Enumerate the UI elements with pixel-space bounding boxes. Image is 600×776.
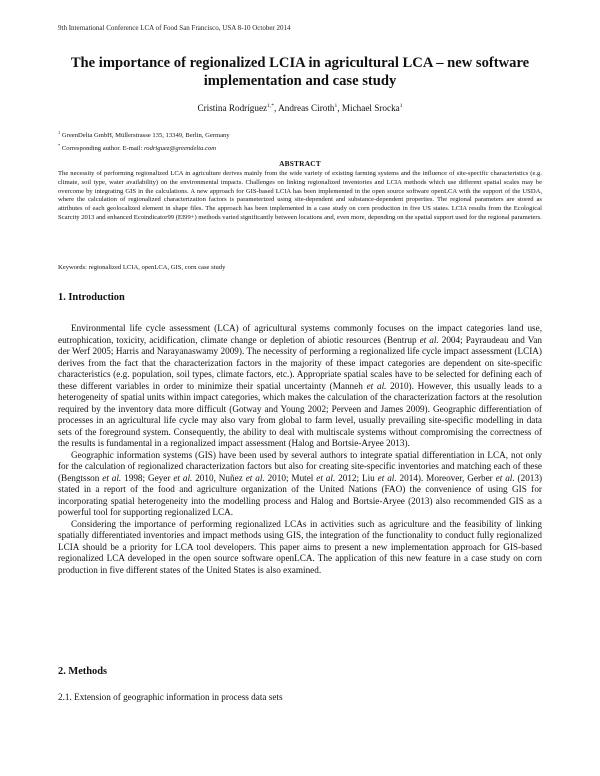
corresponding-author-line: * Corresponding author. E-mail: rodriguez@greendelta.com	[58, 143, 217, 153]
paragraph: Geographic information systems (GIS) have been used by several authors to integrate spatial differentiation in LCA, not only for the calculation of regionalized characterization factors but also for creating site-specific inventories and matching each of these (Bengtsson et al. 1998; Geyer et al. 2010, Nuñez et al. 2010; Mutel et al. 2012; Liu et al. 2014). Moreover, Gerber et al. (2013) stated in a report of the food and agriculture organization of the United Nations (FAO) the convenience of using GIS for incorporating spatial heterogeneity into the modelling process and Halog and Bortsie-Aryee (2013) also recommended GIS as a powerful tool for supporting regionalized LCA.	[58, 449, 543, 517]
subsection-heading: 2.1. Extension of geographic information in process data sets	[58, 692, 283, 702]
abstract-heading: ABSTRACT	[279, 159, 321, 168]
corresponding-email: rodriguez@greendelta.com	[143, 145, 217, 153]
conference-header: 9th International Conference LCA of Food San Francisco, USA 8-10 October 2014	[58, 24, 291, 32]
abstract-text: The necessity of performing regionalized LCA in agriculture derives mainly from the wide variety of existing farming systems and the influence of site-specific characteristics (e.g. climate, soil type, water availability) on the environmental impacts. Challenges on linking regionalized inventories and LCIA methods which use different spatial scales may be overcome by integrating GIS in the calculations. A new approach for GIS-based LCIA has been implemented in the open source software openLCA with the support of the USDA, where the calculation of regionalized characterization factors is parameterized using site-dependent and substance-dependent properties. The regional parameters are stored as attributes of each geolocalized element in shape files. The approach has been implemented in a case study on corn production in five US states. LCIA results from the Ecological Scarcity 2013 and enhanced Ecoindicator99 (EI99+) methods varied significantly between locations and, even more, depending on the spatial support used for the regional parameters.	[58, 170, 542, 221]
author-list: Cristina Rodríguez$^{1,*}$, Andreas Ciroth$^1$, Michael Srocka$^1$	[197, 103, 403, 114]
paragraph: Considering the importance of performing regionalized LCAs in activities such as agriculture and the feasibility of linking spatially differentiated inventories and impact methods using GIS, the integration of the functionality to conduct fully regionalized LCIA should be a priority for LCA tool developers. This paper aims to present a new implementation approach for GIS-based regionalized LCA developed in the open source software openLCA. The application of this new feature in a case study on corn production in five different states of the United States is also examined.	[58, 518, 542, 575]
author-sup: 1	[334, 103, 338, 109]
author-sup: 1	[399, 103, 403, 109]
author-sup: 1,*	[267, 103, 275, 109]
keywords: Keywords: regionalized LCIA, openLCA, GIS, corn case study	[58, 264, 226, 271]
author-name: Cristina Rodríguez	[197, 103, 268, 114]
paper-title: The importance of regionalized LCIA in agricultural LCA – new software implementation and case study	[70, 55, 530, 89]
introduction-body	[58, 323, 542, 576]
author-name: Andreas Ciroth	[278, 103, 335, 114]
section-heading-methods: 2. Methods	[58, 666, 108, 677]
affiliation-line: $^1$ GreenDelta GmbH, Müllerstrasse 135, 13349, Berlin, Germany	[58, 130, 230, 140]
section-heading-introduction: 1. Introduction	[58, 292, 125, 303]
affiliations	[58, 128, 230, 154]
author-name: Michael Srocka	[341, 103, 400, 114]
paragraph: Environmental life cycle assessment (LCA) of agricultural systems commonly focuses on the impact categories land use, eutrophication, toxicity, acidification, climate change or depletion of abiotic resources (Bentrup et al. 2004; Payraudeau and Van der Werf 2005; Harris and Narayanaswamy 2009). The necessity of performing a regionalized life cycle impact assessment (LCIA) derives from the fact that the characterization factors in the majority of these impact categories are dependent on site-specific characteristics (e.g. population, soil types, climate factors, etc.). Appropriate spatial scales have to be selected for defining each of these different variables in order to minimize their spatial uncertainty (Manneh et al. 2010). However, this usually leads to a heterogeneity of spatial units within impact categories, which makes the calculation of the characterization factors at the resolution required by the inventory data more difficult (Gotway and Young 2002; Perveen and James 2009). Geographic differentiation of processes in an agricultural life cycle may also vary from global to farm level, usually prevailing site-specific modelling in data sets of the foreground system. Consequently, the ability to deal with multiscale systems without compromising the correctness of the results is fundamental in a regionalized impact assessment (Halog and Bortsie-Aryee 2013).	[58, 323, 543, 448]
